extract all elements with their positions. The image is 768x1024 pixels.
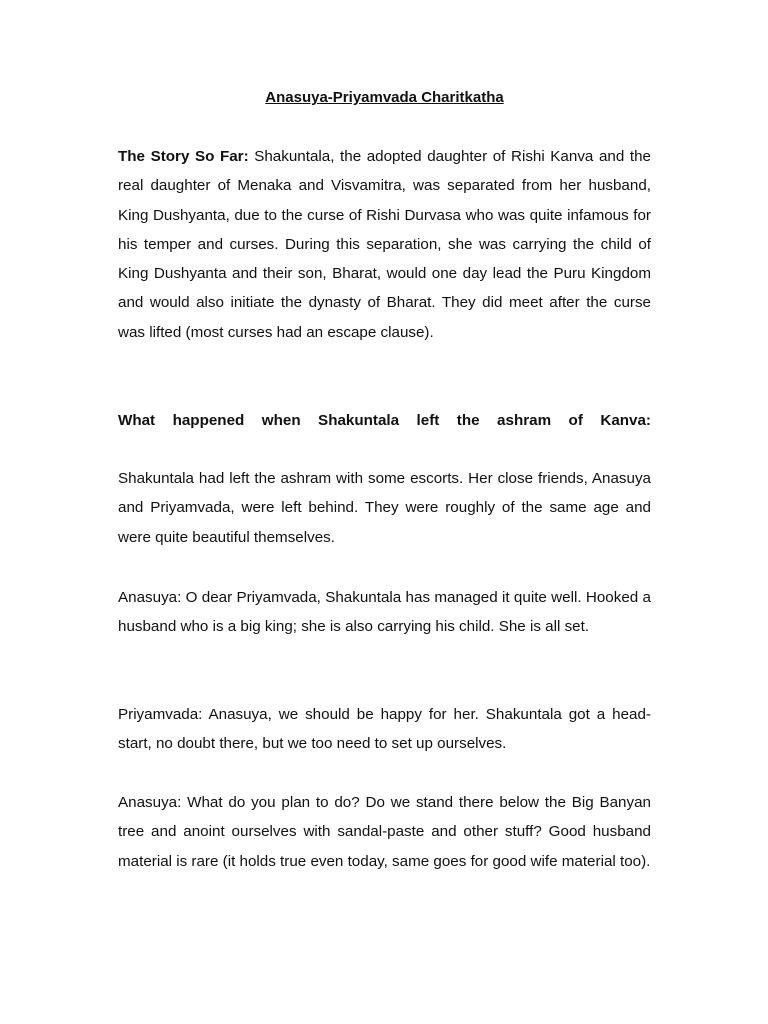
document-title: Anasuya-Priyamvada Charitkatha bbox=[265, 89, 504, 106]
story-so-far-label: The Story So Far: bbox=[118, 148, 249, 165]
paragraph-anasuya-1: Anasuya: O dear Priyamvada, Shakuntala has managed it quite well. Hooked a husband who is a big king; she is also carrying his child. She is all set. bbox=[118, 589, 651, 636]
story-so-far-text: Shakuntala, the adopted daughter of Rishi Kanva and the real daughter of Menaka and Visvamitra, was separated from her husband, King Dushyanta, due to the curse of Rishi Durvasa who was quite infamous for his temper and curses. During this separation, she was carrying the child of King Dushyanta and their son, Bharat, would one day lead the Puru Kingdom and would also initiate the dynasty of Bharat. They did meet after the curse was lifted (most curses had an escape clause). bbox=[118, 148, 651, 341]
section-heading: What happened when Shakuntala left the ashram of Kanva: bbox=[118, 412, 651, 429]
paragraph-anasuya-2: Anasuya: What do you plan to do? Do we stand there below the Big Banyan tree and anoint ourselves with sandal-paste and other stuff? Good husband material is rare (it holds true even today, same goes for good wife material too). bbox=[118, 794, 651, 870]
paragraph-escorts: Shakuntala had left the ashram with some escorts. Her close friends, Anasuya and Priyamvada, were left behind. They were roughly of the same age and were quite beautiful themselves. bbox=[118, 470, 651, 546]
paragraph-priyamvada-1: Priyamvada: Anasuya, we should be happy for her. Shakuntala got a head-start, no doubt there, but we too need to set up ourselves. bbox=[118, 706, 651, 753]
story-so-far-paragraph bbox=[118, 142, 651, 347]
